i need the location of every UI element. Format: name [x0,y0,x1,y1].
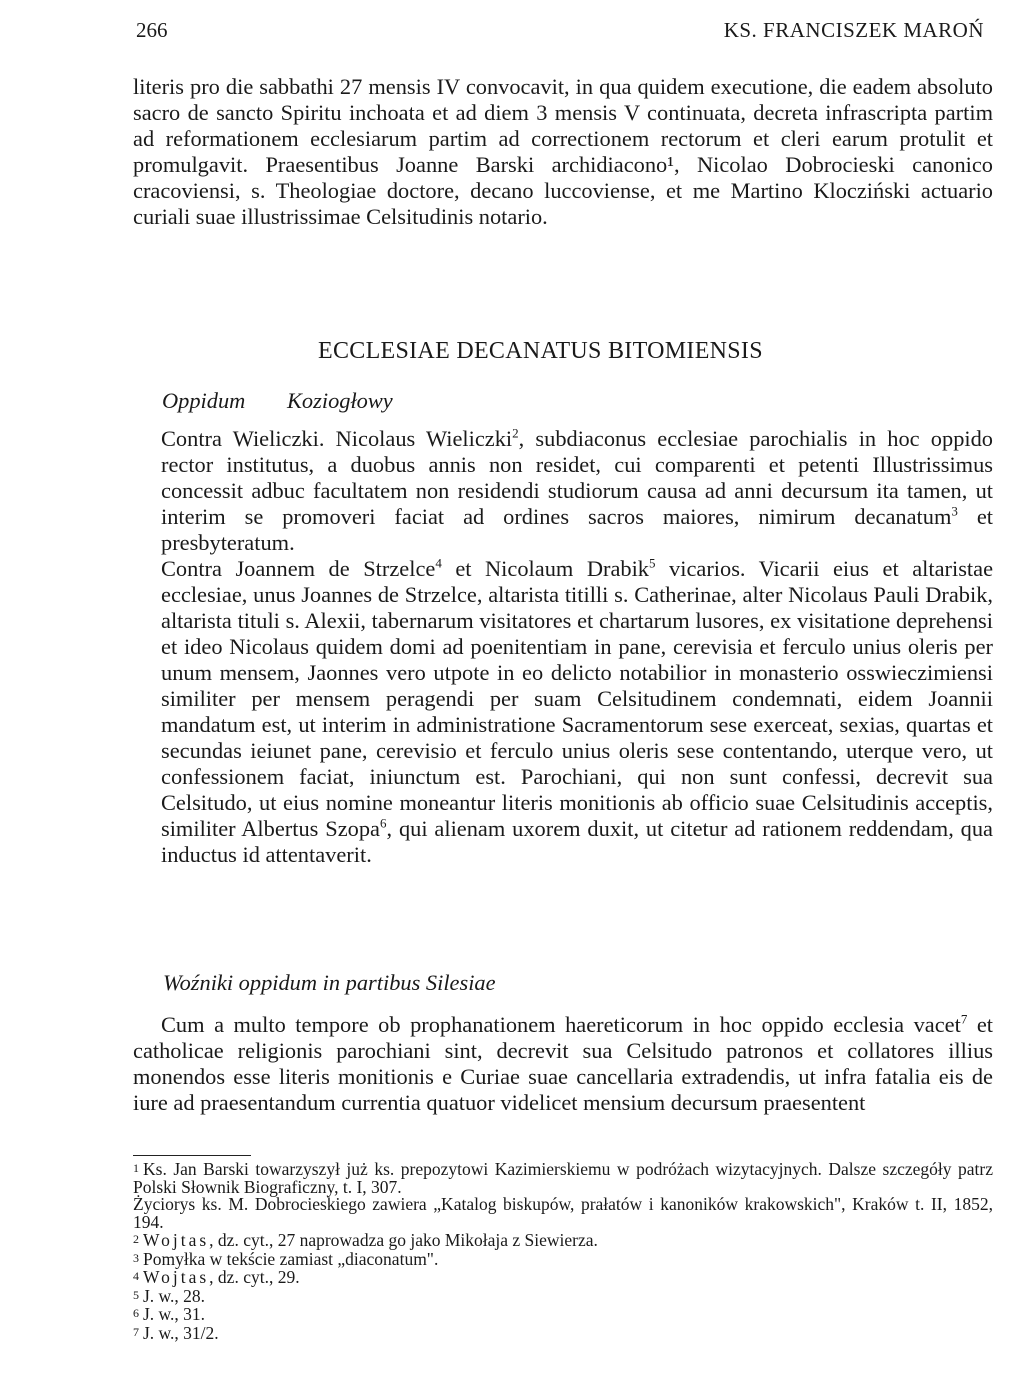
paragraph-intro: literis pro die sabbathi 27 mensis IV convocavit, in qua quidem executione, die eadem absoluto sacro de sancto Spiritu inchoata et ad diem 3 mensis V continuata, decreta infrascripta partim ad reformationem ecclesiarum partim ad correctionem rectorum et cleri earum protulit et promulgavit. Praesentibus Joanne Barski archidiacono¹, Nicolao Dobrocieski canonico cracoviensi, s. Theologiae doctore, decano luccoviense, et me Martino Klocziński actuario curiali suae illustrissimae Celsitudinis notario. [133,74,993,229]
footnote [133,1196,993,1231]
footnote-mark: 5 [133,1287,139,1302]
footnote-mark: 2 [133,1232,139,1246]
footnote-text: J. w., 31/2. [143,1322,219,1343]
entry-text: Contra Wieliczki. Nicolaus Wieliczki [161,426,513,451]
footnote-ref: 4 [435,555,442,571]
footnote-text: Ks. Jan Barski towarzyszył już ks. prepozytowi Kazimierskiemu w podróżach wizytacyjnych. Dalsze szczegóły patrz Polski Słownik Biograficzny, t. I, 307. [133,1159,993,1197]
entry-text: vicarios. Vicarii eius et altaristae ecclesiae, unus Joannes de Strzelce, altarista titilli s. Catherinae, alter Nicolaus Pauli Drabik, altarista tituli s. Alexii, tabernarum visitatores et chartarum lusores, ex visitatione deprehensi et ideo Nicolaus quidem domi ad poenitentiam in pane, cerevisia et ferculo unius oleris per unum mensem, Jaonnes vero utpote in eo delicto notabilior in monasterio osswieczimiensi similiter per mensem peragendi per suam Celsitudinem condemnati, eidem Joannii mandatum est, ut interim in administratione Sacramentorum sese exerceat, sexias, quartas et secundas ieiunet pane, cerevisio et ferculo unius oleris sese contentando, uterque vero, ut confessionem faciat, iniunctum est. Parochiani, qui non sunt confessi, decrevit sua Celsitudo, ut eius nomine moneantur literis monitionis ab officio suae Celsitudinis acceptis, similiter Albertus Szopa [161,556,994,841]
subheading-wozniki: Woźniki oppidum in partibus Silesiae [163,970,496,995]
entry-wieliczki [133,426,993,556]
footnote-text: Pomyłka w tekście zamiast „diaconatum". [143,1248,439,1269]
footnote-ref: 2 [512,425,519,441]
entry-text: , subdiaconus ecclesiae parochialis in hoc oppido rector institutus, a duobus annis non residet, cui comparenti et petenti Illustrissimus concessit adbuc facultatem non residendi studiorum causa ad anni decursum ita tamen, ut interim se promoveri faciat ad ordines sacros maiores, nimirum decanatum [161,426,993,529]
footnote-text: J. w., 31. [143,1304,206,1324]
entry-text: et catholicae religionis parochiani sint, decrevit sua Celsitudo patronos et collatores illius monendos esse literis monitionis e Curiae suae cancellaria extradendis, ut infra fatalia eis de iure ad praesentandum currentia quatuor videlicet mensium decursum praesentent [133,1012,993,1115]
footnote-ref: 6 [379,815,387,831]
footnote-rule [133,1155,251,1156]
footnote-text: , dz. cyt., 27 naprowadza go jako Mikołaja z Siewierza. [209,1230,598,1250]
footnote-mark: 4 [133,1269,139,1283]
footnote-ref: 7 [960,1011,968,1027]
footnote-author: Wojtas [143,1267,210,1287]
paragraph-contra [133,426,993,868]
footnote [133,1324,993,1343]
footnote-mark: 6 [133,1306,139,1320]
entry-text: , qui alienam uxorem duxit, ut citetur ad rationem reddendam, qua inductus id attentaverit. [161,816,993,867]
subheading-place: Koziogłowy [287,388,393,413]
footnote [133,1287,993,1306]
footnote-mark: 7 [133,1324,139,1339]
footnote-mark: 1 [133,1161,139,1175]
section-title: ECCLESIAE DECANATUS BITOMIENSIS [318,338,763,364]
footnotes [133,1160,993,1342]
running-title: KS. FRANCISZEK MAROŃ [723,18,984,42]
entry-text: et presbyteratum. [161,504,993,555]
subheading-oppidum [162,388,393,414]
footnote-ref: 5 [649,555,656,571]
footnote [133,1231,993,1250]
footnote [133,1305,993,1324]
footnote [133,1268,993,1287]
footnote-text: J. w., 28. [143,1285,206,1306]
page-header [136,18,984,48]
paragraph-wozniki [133,1012,993,1116]
entry-text: Cum a multo tempore ob prophanationem haereticorum in hoc oppido ecclesia vacet [161,1012,961,1037]
entry-text: Contra Joannem de Strzelce [161,556,436,581]
footnote-author: Wojtas [143,1230,210,1250]
footnote-ref: 3 [951,503,958,519]
entry-strzelce [133,556,993,868]
entry-text: et Nicolaum Drabik [441,556,650,581]
subheading-label: Oppidum [162,388,246,413]
footnote [133,1250,993,1269]
footnote-mark: 3 [133,1250,139,1265]
footnote-text: , dz. cyt., 29. [209,1267,300,1287]
footnote-text: Życiorys ks. M. Dobrocieskiego zawiera „Katalog biskupów, prałatów i kanoników krakowskich", Kraków t. II, 1852, 194. [133,1194,993,1232]
page-number: 266 [136,18,168,42]
footnote [133,1160,993,1196]
